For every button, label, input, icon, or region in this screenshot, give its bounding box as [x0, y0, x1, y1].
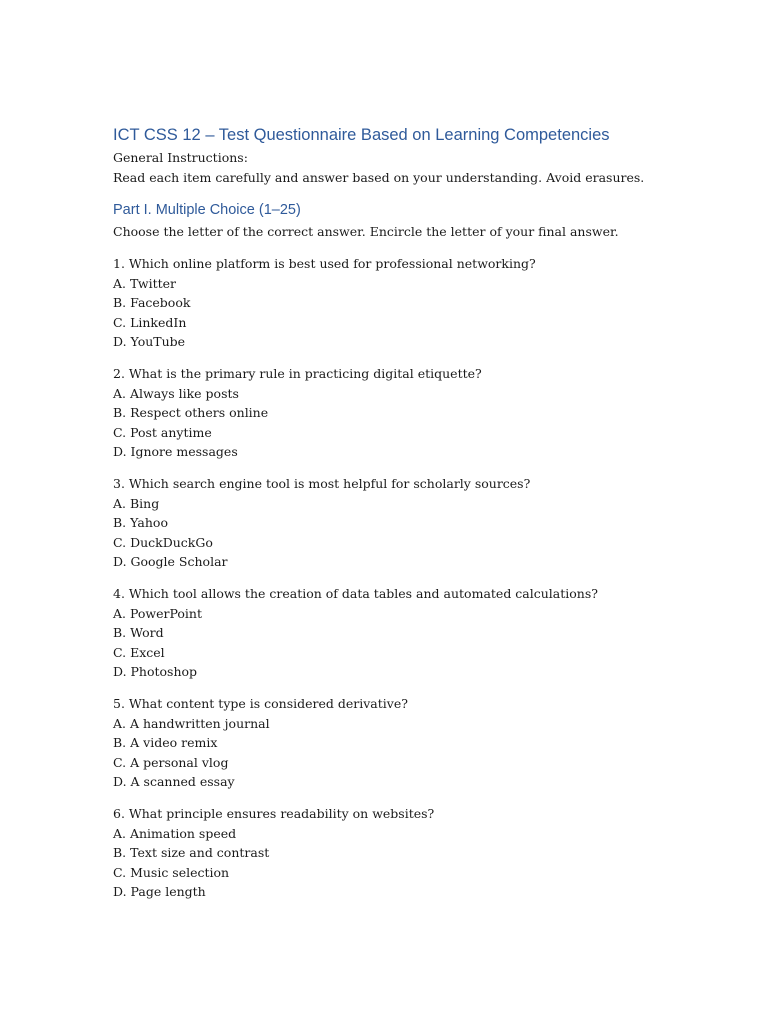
option-d: D. A scanned essay [113, 774, 235, 789]
question-4 [113, 584, 713, 682]
option-b: B. Respect others online [113, 405, 269, 420]
part1-heading: Part I. Multiple Choice (1–25) [113, 202, 301, 218]
option-a: A. A handwritten journal [113, 715, 270, 731]
question-2 [113, 364, 713, 462]
option-b: B. Text size and contrast [113, 845, 270, 860]
part1-instructions: Choose the letter of the correct answer. Encircle the letter of your final answer. [113, 224, 619, 239]
option-b: B. A video remix [113, 735, 218, 750]
question-stem: 3. Which search engine tool is most helpful for scholarly sources? [113, 476, 531, 491]
general-instructions-text: Read each item carefully and answer based on your understanding. Avoid erasures. [113, 169, 645, 185]
option-b: B. Yahoo [113, 515, 168, 530]
option-c: C. A personal vlog [113, 754, 229, 770]
option-c: C. DuckDuckGo [113, 534, 213, 550]
option-c: C. Post anytime [113, 424, 212, 440]
option-a: A. Twitter [113, 275, 176, 291]
question-stem: 2. What is the primary rule in practicing digital etiquette? [113, 366, 482, 381]
question-3 [113, 474, 713, 572]
question-stem: 4. Which tool allows the creation of data tables and automated calculations? [113, 586, 598, 601]
question-stem: 1. Which online platform is best used for professional networking? [113, 256, 536, 271]
general-instructions-label: General Instructions: [113, 150, 248, 165]
document-page [113, 124, 713, 902]
option-d: D. Google Scholar [113, 554, 228, 569]
question-stem: 6. What principle ensures readability on websites? [113, 806, 435, 821]
option-c: C. Music selection [113, 864, 230, 880]
option-a: A. Bing [113, 495, 160, 511]
document-title: ICT CSS 12 – Test Questionnaire Based on Learning Competencies [113, 126, 610, 144]
question-1 [113, 254, 713, 352]
question-5 [113, 694, 713, 792]
option-a: A. Always like posts [113, 385, 239, 401]
option-d: D. YouTube [113, 334, 186, 349]
option-a: A. Animation speed [113, 825, 237, 841]
option-d: D. Ignore messages [113, 444, 238, 459]
option-b: B. Facebook [113, 295, 191, 310]
option-d: D. Page length [113, 884, 206, 899]
option-b: B. Word [113, 625, 164, 640]
question-stem: 5. What content type is considered derivative? [113, 696, 408, 711]
option-d: D. Photoshop [113, 664, 198, 679]
question-6 [113, 804, 713, 902]
option-c: C. LinkedIn [113, 314, 187, 330]
option-a: A. PowerPoint [113, 605, 202, 621]
option-c: C. Excel [113, 644, 165, 660]
